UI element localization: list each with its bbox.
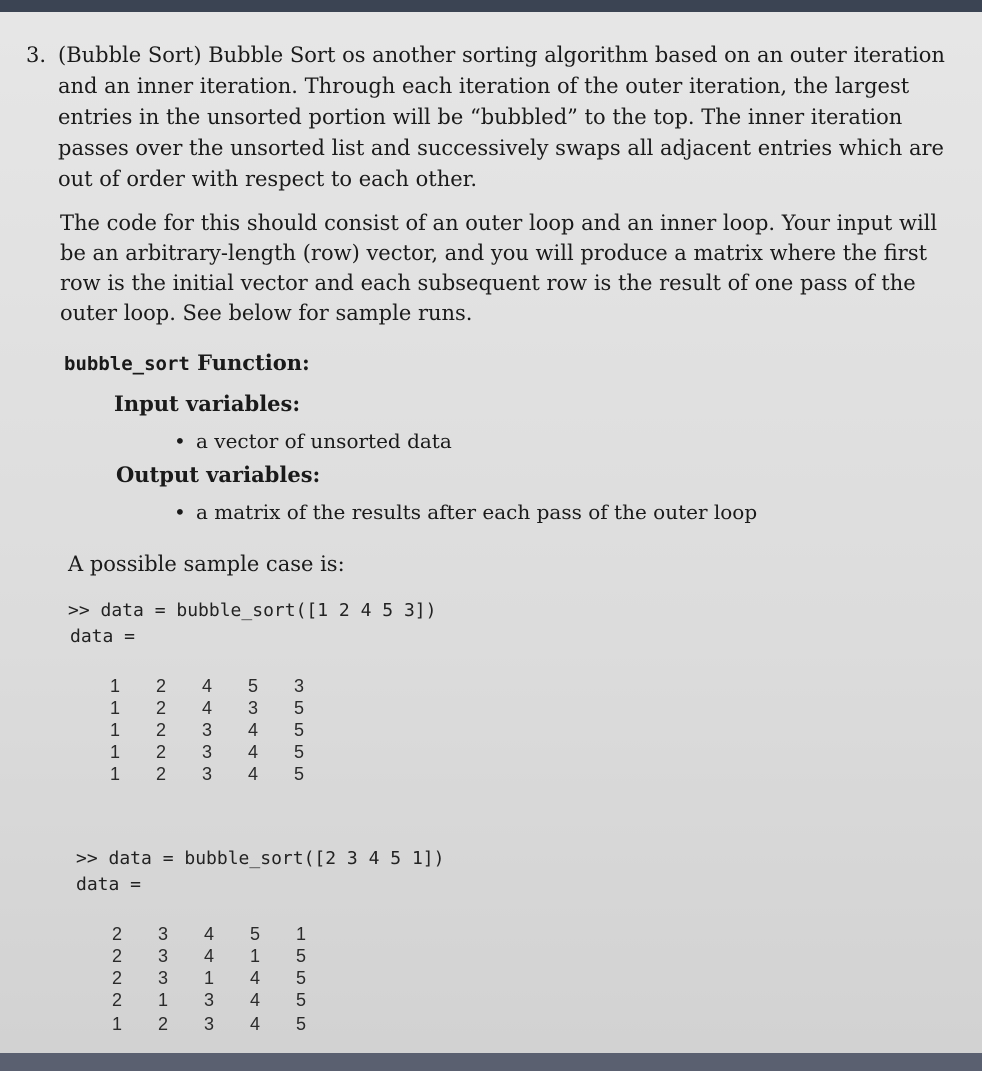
matrix-cell: 4 (203, 924, 214, 944)
input-variable-text: a vector of unsorted data (196, 429, 452, 453)
example-2-result-label: data = (76, 874, 142, 895)
matrix-cell: 4 (249, 990, 260, 1010)
output-variables-label: Output variables: (116, 462, 321, 487)
matrix-cell: 3 (201, 764, 212, 784)
matrix-cell: 1 (203, 968, 214, 988)
matrix-cell: 2 (155, 742, 166, 762)
matrix-cell: 1 (111, 1014, 122, 1034)
matrix-cell: 5 (295, 946, 306, 966)
matrix-cell: 4 (247, 742, 258, 762)
function-heading-suffix: Function: (189, 350, 310, 375)
matrix-cell: 2 (155, 720, 166, 740)
problem-description: (Bubble Sort) Bubble Sort os another sorting algorithm based on an outer iteration and an inner iteration. Through each iteration of the outer iteration, the largest entries in the unsorted portion will be “bubbled” to the top. The inner iteration passes over the unsorted list and successively swaps all adjacent entries which are out of order with respect to each other. (58, 43, 945, 191)
matrix-cell: 1 (109, 764, 120, 784)
matrix-cell: 3 (157, 968, 168, 988)
matrix-cell: 1 (109, 720, 120, 740)
function-heading (64, 350, 310, 375)
sample-intro: A possible sample case is: (68, 552, 345, 576)
output-variable-text: a matrix of the results after each pass of the outer loop (196, 500, 758, 524)
matrix-cell: 3 (201, 720, 212, 740)
matrix-cell: 4 (249, 968, 260, 988)
top-frame-bar (0, 0, 982, 12)
matrix-cell: 5 (293, 698, 304, 718)
matrix-cell: 5 (295, 1014, 306, 1034)
matrix-cell: 5 (295, 990, 306, 1010)
matrix-cell: 2 (157, 1014, 168, 1034)
matrix-cell: 4 (201, 676, 212, 696)
matrix-cell: 3 (201, 742, 212, 762)
matrix-cell: 2 (155, 676, 166, 696)
matrix-cell: 4 (203, 946, 214, 966)
matrix-cell: 2 (111, 924, 122, 944)
matrix-cell: 3 (203, 1014, 214, 1034)
bullet-icon: • (174, 429, 186, 453)
matrix-cell: 3 (293, 676, 304, 696)
matrix-cell: 2 (155, 764, 166, 784)
matrix-cell: 4 (201, 698, 212, 718)
matrix-cell: 4 (247, 720, 258, 740)
code-instructions: The code for this should consist of an outer loop and an inner loop. Your input will be an arbitrary-length (row) vector, and you will produce a matrix where the first row is the initial vector and each subsequent row is the result of one pass of the outer loop. See below for sample runs. (60, 211, 938, 325)
function-name: bubble_sort (64, 353, 190, 375)
matrix-cell: 5 (293, 742, 304, 762)
matrix-cell: 1 (109, 742, 120, 762)
example-2-command: >> data = bubble_sort([2 3 4 5 1]) (76, 848, 445, 869)
matrix-cell: 5 (247, 676, 258, 696)
bottom-frame-bar (0, 1053, 982, 1071)
matrix-cell: 1 (157, 990, 168, 1010)
matrix-cell: 5 (249, 924, 260, 944)
input-variables-label: Input variables: (114, 391, 301, 416)
matrix-cell: 3 (247, 698, 258, 718)
input-variable-item (174, 429, 452, 453)
matrix-cell: 3 (203, 990, 214, 1010)
matrix-cell: 5 (293, 764, 304, 784)
matrix-cell: 5 (295, 968, 306, 988)
matrix-cell: 2 (111, 946, 122, 966)
matrix-cell: 1 (109, 698, 120, 718)
matrix-cell: 1 (249, 946, 260, 966)
matrix-cell: 2 (111, 990, 122, 1010)
example-1-result-label: data = (70, 626, 136, 647)
bullet-icon: • (174, 500, 186, 524)
matrix-cell: 2 (111, 968, 122, 988)
output-variable-item (174, 500, 757, 524)
matrix-cell: 3 (157, 924, 168, 944)
document-page (0, 12, 982, 1053)
matrix-cell: 5 (293, 720, 304, 740)
example-1-command: >> data = bubble_sort([1 2 4 5 3]) (68, 600, 437, 621)
matrix-cell: 4 (247, 764, 258, 784)
matrix-cell: 2 (155, 698, 166, 718)
matrix-cell: 1 (109, 676, 120, 696)
matrix-cell: 1 (295, 924, 306, 944)
matrix-cell: 3 (157, 946, 168, 966)
question-number: 3. (26, 43, 47, 67)
matrix-cell: 4 (249, 1014, 260, 1034)
